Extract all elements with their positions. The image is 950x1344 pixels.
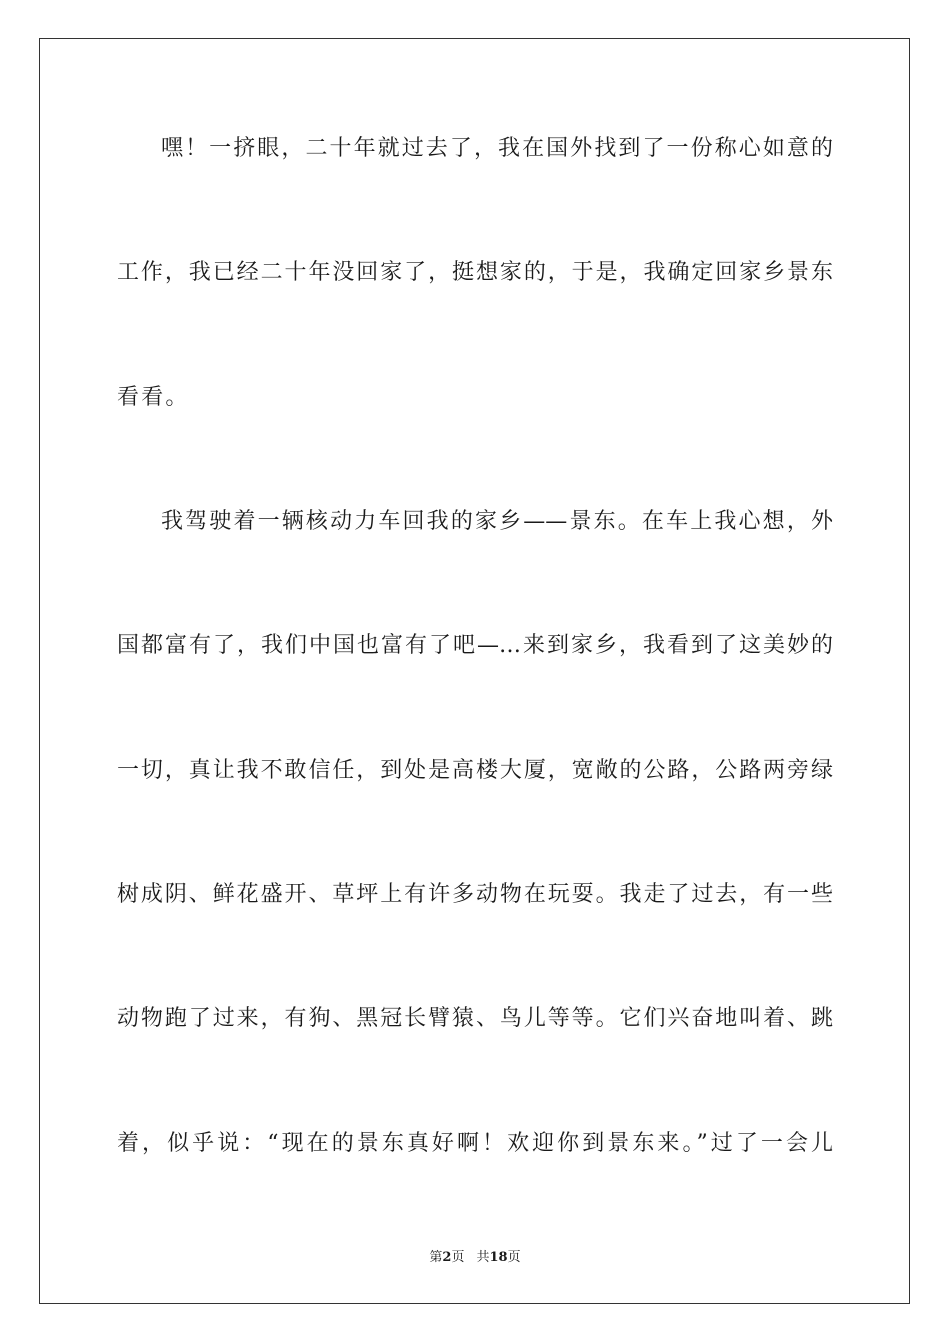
footer-total-pages: 18 [489, 1250, 508, 1265]
footer-page-number: 2 [442, 1250, 452, 1265]
paragraph-2-line-5: 动物跑了过来，有狗、黑冠长臂猿、鸟儿等等。它们兴奋地叫着、跳 [117, 1006, 833, 1031]
paragraph-1-line-3: 看看。 [117, 385, 190, 410]
page-border [39, 38, 910, 1304]
paragraph-2-line-1: 我驾驶着一辆核动力车回我的家乡——景东。在车上我心想，外 [161, 509, 833, 534]
footer-total-prefix: 共 [476, 1250, 490, 1265]
page-footer [0, 1246, 950, 1265]
footer-page-suffix: 页 [451, 1250, 465, 1265]
paragraph-2-line-6: 着，似乎说：“现在的景东真好啊！欢迎你到景东来。”过了一会儿 [117, 1131, 833, 1156]
paragraph-2-line-2: 国都富有了，我们中国也富有了吧—…来到家乡，我看到了这美妙的 [117, 633, 833, 658]
paragraph-1-line-2: 工作，我已经二十年没回家了，挺想家的，于是，我确定回家乡景东 [117, 260, 833, 285]
footer-page-prefix: 第 [429, 1250, 443, 1265]
paragraph-2-line-3: 一切，真让我不敢信任，到处是高楼大厦，宽敞的公路，公路两旁绿 [117, 758, 833, 783]
paragraph-2-line-4: 树成阴、鲜花盛开、草坪上有许多动物在玩耍。我走了过去，有一些 [117, 882, 833, 907]
paragraph-1-line-1: 嘿！一挤眼，二十年就过去了，我在国外找到了一份称心如意的 [161, 136, 833, 161]
footer-total-suffix: 页 [507, 1250, 521, 1265]
